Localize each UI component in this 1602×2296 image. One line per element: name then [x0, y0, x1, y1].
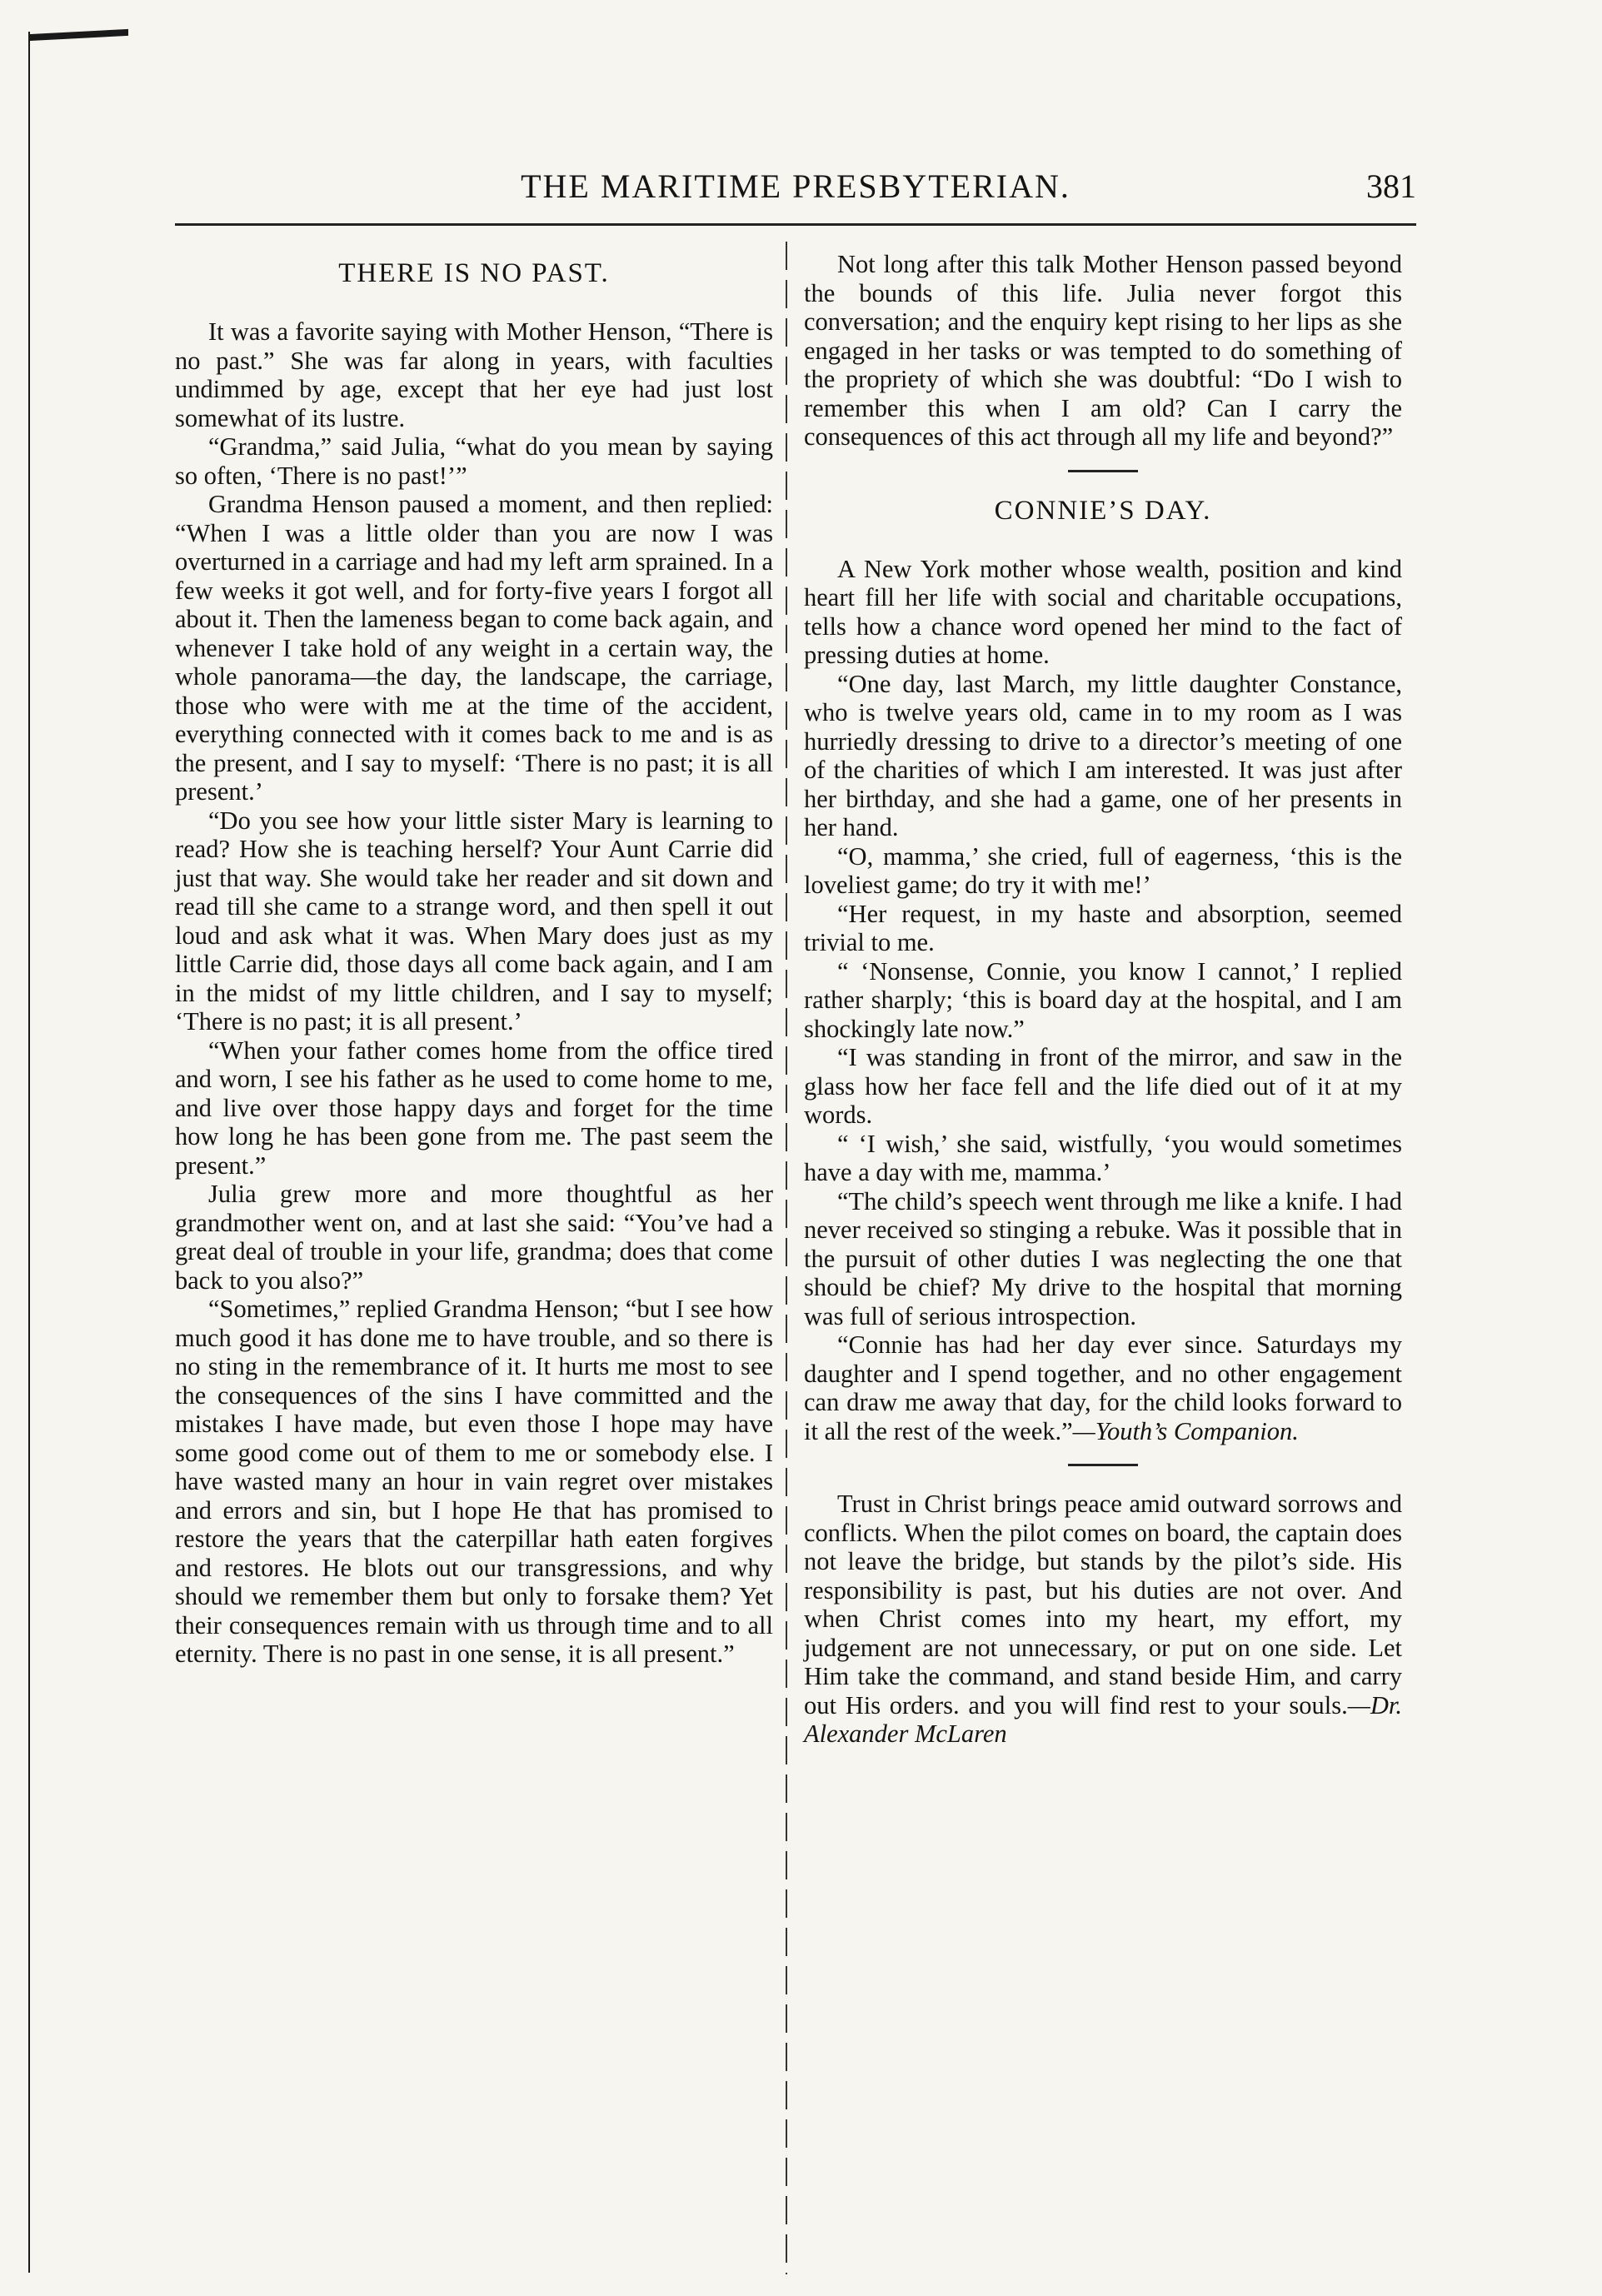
paragraph: A New York mother whose wealth, position and kind heart fill her life with social and charitable occupations, tells how a chance word opened her mind to the fact of pressing duties at home. — [804, 554, 1402, 669]
page-binding-mark — [28, 29, 128, 41]
column-divider — [786, 242, 787, 2274]
paragraph: “One day, last March, my little daughter Constance, who is twelve years old, came in to my room as I was hurriedly dressing to drive to a director’s meeting of one of the charities of which I am interested. It was just after her birthday, and she had a game, one of her presents in her hand. — [804, 669, 1402, 841]
article-title-there-is-no-past: THERE IS NO PAST. — [338, 258, 610, 288]
section-divider — [1068, 1464, 1138, 1466]
page-number: 381 — [1366, 167, 1416, 205]
page-binding-edge — [28, 32, 33, 2273]
right-column — [804, 250, 1402, 1749]
article-title-connies-day: CONNIE’S DAY. — [994, 495, 1212, 526]
paragraph: “Her request, in my haste and absorption, seemed trivial to me. — [804, 899, 1402, 956]
paragraph: “Do you see how your little sister Mary is learning to read? How she is teaching herself? Your Aunt Carrie did just that way. She would take her reader and sit down and read till she came to a strange word, and then spell it out loud and ask what it was. When Mary does just as my little Carrie did, those days all come back again, and I am in the midst of my little children, and I say to myself; ‘There is no past; it is all present.’ — [175, 806, 773, 1036]
attribution-mclaren: —Dr. Alexander McLaren — [804, 1690, 1402, 1748]
header-rule — [175, 223, 1416, 226]
attribution-youths-companion: —Youth’s Companion. — [1072, 1416, 1299, 1445]
paragraph — [804, 1330, 1402, 1445]
paragraph: “The child’s speech went through me like a knife. I had never received so stinging a rebuke. Was it possible that in the pursuit of other duties I was neglecting the one that should be chief? My drive to the hospital that morning was full of serious introspection. — [804, 1186, 1402, 1330]
paragraph: Not long after this talk Mother Henson passed beyond the bounds of this life. Julia never forgot this conversation; and the enquiry kept rising to her lips as she engaged in her tasks or was tempted to do something of the propriety of which she was doubtful: “Do I wish to remember this when I am old? Can I carry the consequences of this act through all my life and beyond?” — [804, 250, 1402, 451]
paragraph-text: “Connie has had her day ever since. Saturdays my daughter and I spend together, and no other engagement can draw me away that day, for the child looks forward to it all the rest of the week.” — [804, 1330, 1402, 1445]
paragraph: “O, mamma,’ she cried, full of eagerness, ‘this is the loveliest game; do try it with me!’ — [804, 841, 1402, 899]
paragraph: “Sometimes,” replied Grandma Henson; “but I see how much good it has done me to have trouble, and so there is no sting in the remembrance of it. It hurts me most to see the consequences of the sins I have committed and the mistakes I have made, but even those I hope may have some good come out of them to me or somebody else. I have wasted many an hour in vain regret over mistakes and errors and sin, but I hope He that has promised to restore the years that the caterpillar hath eaten forgives and restores. He blots out our transgressions, and why should we remember them but only to forsake them? Yet their consequences remain with us through time and to all eternity. There is no past in one sense, it is all present.” — [175, 1295, 773, 1668]
paragraph: “ ‘Nonsense, Connie, you know I cannot,’ I replied rather sharply; ‘this is board day at the hospital, and I am shockingly late now.” — [804, 956, 1402, 1043]
paragraph: “I was standing in front of the mirror, and saw in the glass how her face fell and the life died out of it at my words. — [804, 1043, 1402, 1129]
paragraph: “Grandma,” said Julia, “what do you mean by saying so often, ‘There is no past!’” — [175, 432, 773, 490]
section-divider — [1068, 470, 1138, 472]
running-title: THE MARITIME PRESBYTERIAN. — [521, 167, 1070, 205]
paragraph-text: Trust in Christ brings peace amid outward sorrows and conflicts. When the pilot comes on board, the captain does not leave the bridge, but stands by the pilot’s side. His responsibility is past, but his duties are not over. And when Christ comes into my heart, my effort, my judgement are not unnecessary, or put on one side. Let Him take the command, and stand beside Him, and carry out His orders. and you will find rest to your souls. — [804, 1490, 1402, 1720]
paragraph: “ ‘I wish,’ she said, wistfully, ‘you would sometimes have a day with me, mamma.’ — [804, 1129, 1402, 1186]
paragraph: It was a favorite saying with Mother Henson, “There is no past.” She was far along in years, with faculties undimmed by age, except that her eye had just lost somewhat of its lustre. — [175, 317, 773, 432]
paragraph: Julia grew more and more thoughtful as her grandmother went on, and at last she said: “You’ve had a great deal of trouble in your life, grandma; does that come back to you also?” — [175, 1180, 773, 1295]
paragraph: “When your father comes home from the office tired and worn, I see his father as he used to come home to me, and live over those happy days and forget for the time how long he has been gone from me. The past seem the present.” — [175, 1036, 773, 1180]
left-column — [175, 250, 773, 1669]
paragraph — [804, 1490, 1402, 1749]
paragraph: Grandma Henson paused a moment, and then replied: “When I was a little older than you are now I was overturned in a carriage and had my left arm sprained. In a few weeks it got well, and for forty-five years I forgot all about it. Then the lameness began to come back again, and whenever I take hold of any weight in a certain way, the whole panorama—the day, the landscape, the carriage, those who were with me at the time of the accident, everything connected with it comes back to me and is as the present, and I say to myself: ‘There is no past; it is all present.’ — [175, 490, 773, 806]
running-head — [175, 167, 1416, 217]
